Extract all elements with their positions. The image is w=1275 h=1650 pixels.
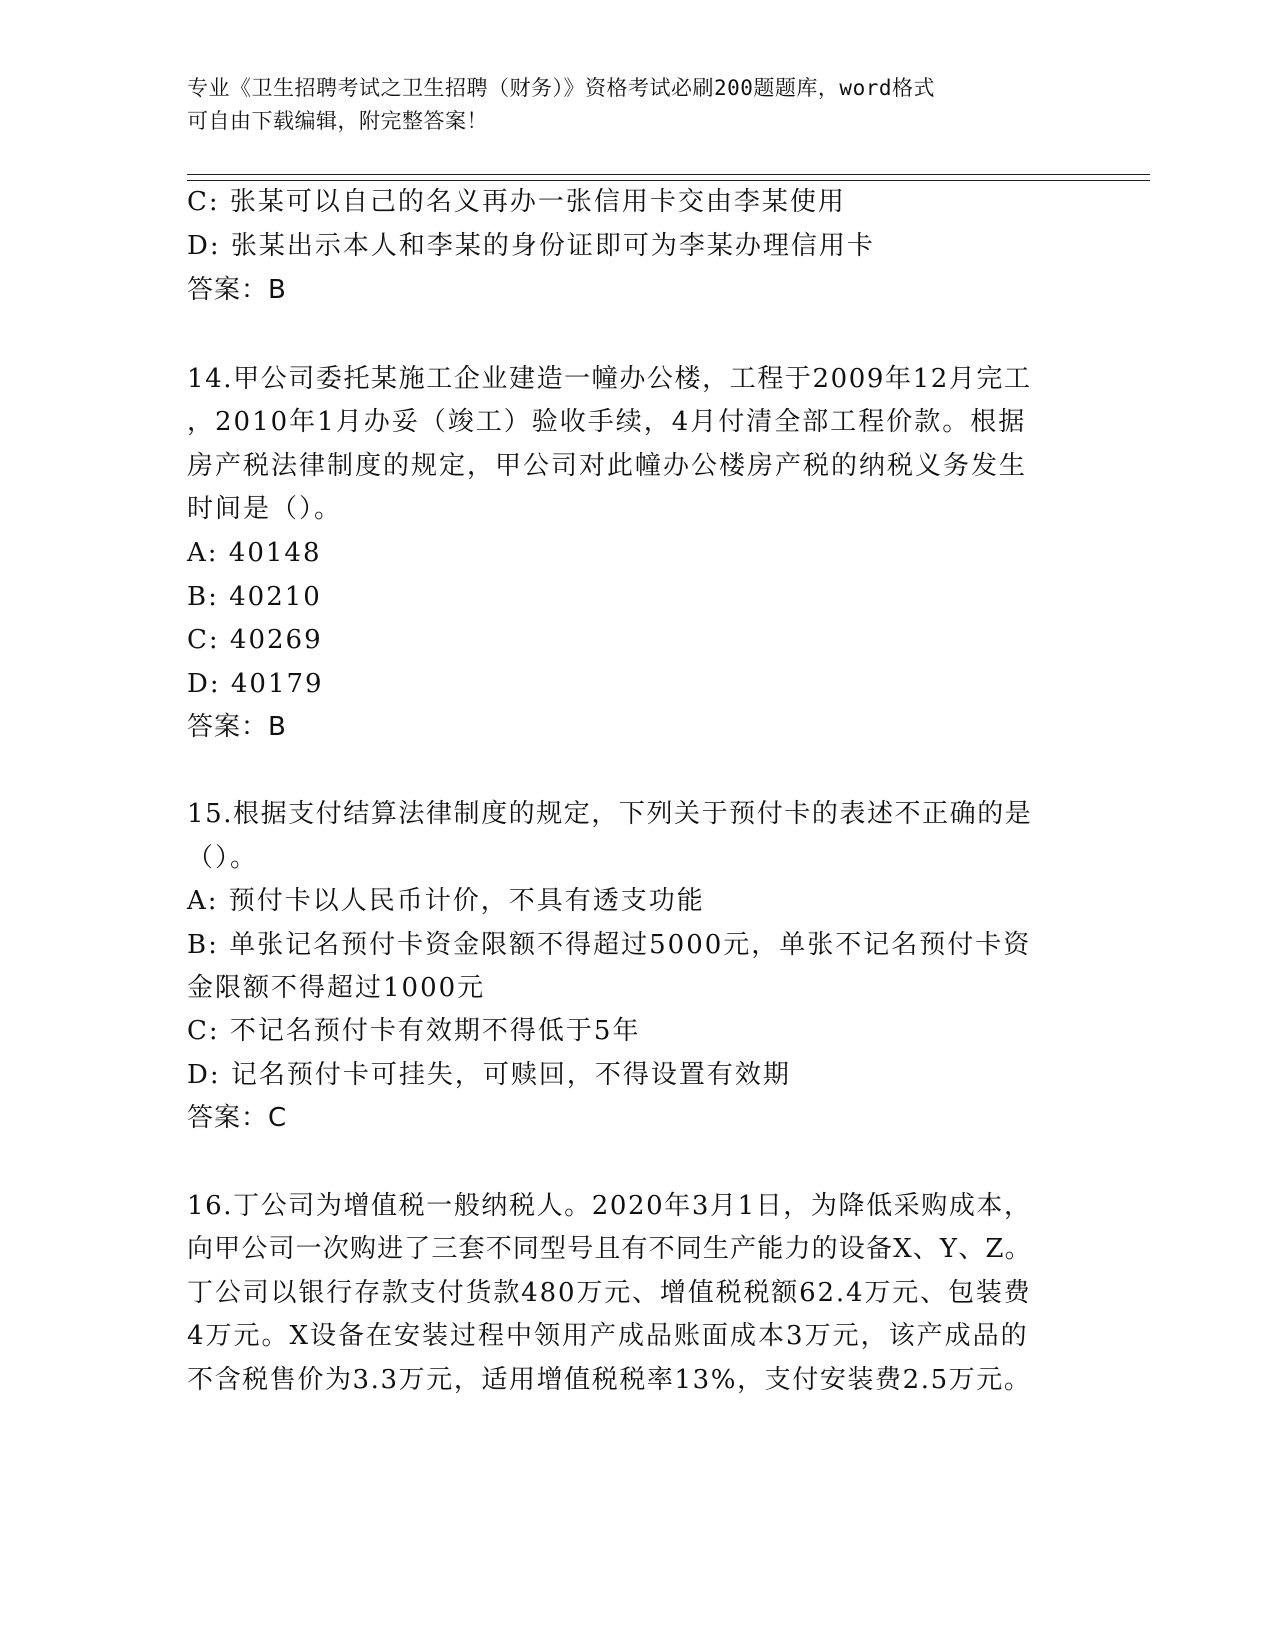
q16-stem-line-3: 丁公司以银行存款支付货款480万元、增值税税额62.4万元、包装费 bbox=[187, 1278, 1032, 1308]
q14-option-b: B: 40210 bbox=[187, 582, 322, 612]
header-divider-bottom bbox=[187, 180, 1150, 181]
q14-stem-line-4: 时间是（）。 bbox=[187, 494, 343, 524]
q14-stem-line-3: 房产税法律制度的规定，甲公司对此幢办公楼房产税的纳税义务发生 bbox=[187, 451, 1028, 481]
q15-stem-line-2: （）。 bbox=[187, 843, 259, 873]
q13-answer: 答案：B bbox=[187, 275, 287, 305]
q16-stem-line-5: 不含税售价为3.3万元，适用增值税税率13%，支付安装费2.5万元。 bbox=[187, 1365, 1032, 1395]
q14-answer: 答案：B bbox=[187, 712, 287, 742]
header-line-1: 专业《卫生招聘考试之卫生招聘（财务）》资格考试必刷200题题库，word格式 bbox=[187, 76, 935, 100]
q15-stem-line-1: 15.根据支付结算法律制度的规定，下列关于预付卡的表述不正确的是 bbox=[187, 799, 1033, 829]
q14-stem-line-1: 14.甲公司委托某施工企业建造一幢办公楼，工程于2009年12月完工 bbox=[187, 364, 1032, 394]
q15-option-a: A: 预付卡以人民币计价，不具有透支功能 bbox=[187, 886, 705, 916]
q16-stem-line-1: 16.丁公司为增值税一般纳税人。2020年3月1日，为降低采购成本， bbox=[187, 1191, 1032, 1221]
header-divider-top bbox=[187, 174, 1150, 175]
q15-answer: 答案：C bbox=[187, 1103, 288, 1133]
q16-stem-line-2: 向甲公司一次购进了三套不同型号且有不同生产能力的设备X、Y、Z。 bbox=[187, 1234, 1032, 1264]
q13-option-d: D: 张某出示本人和李某的身份证即可为李某办理信用卡 bbox=[187, 231, 875, 261]
q15-option-b-line-1: B: 单张记名预付卡资金限额不得超过5000元，单张不记名预付卡资 bbox=[187, 930, 1032, 960]
document-header bbox=[187, 72, 1087, 138]
q14-option-a: A: 40148 bbox=[187, 538, 322, 568]
q15-option-c: C: 不记名预付卡有效期不得低于5年 bbox=[187, 1016, 641, 1046]
q14-option-c: C: 40269 bbox=[187, 625, 323, 655]
q14-stem-line-2: ，2010年1月办妥（竣工）验收手续，4月付清全部工程价款。根据 bbox=[187, 407, 1027, 437]
q16-stem-line-4: 4万元。X设备在安装过程中领用产成品账面成本3万元，该产成品的 bbox=[187, 1321, 1029, 1351]
q15-option-d: D: 记名预付卡可挂失，可赎回，不得设置有效期 bbox=[187, 1060, 791, 1090]
q14-option-d: D: 40179 bbox=[187, 669, 324, 699]
q13-option-c: C: 张某可以自己的名义再办一张信用卡交由李某使用 bbox=[187, 187, 846, 217]
header-line-2: 可自由下载编辑，附完整答案！ bbox=[187, 109, 488, 133]
q15-option-b-line-2: 金限额不得超过1000元 bbox=[187, 973, 486, 1003]
